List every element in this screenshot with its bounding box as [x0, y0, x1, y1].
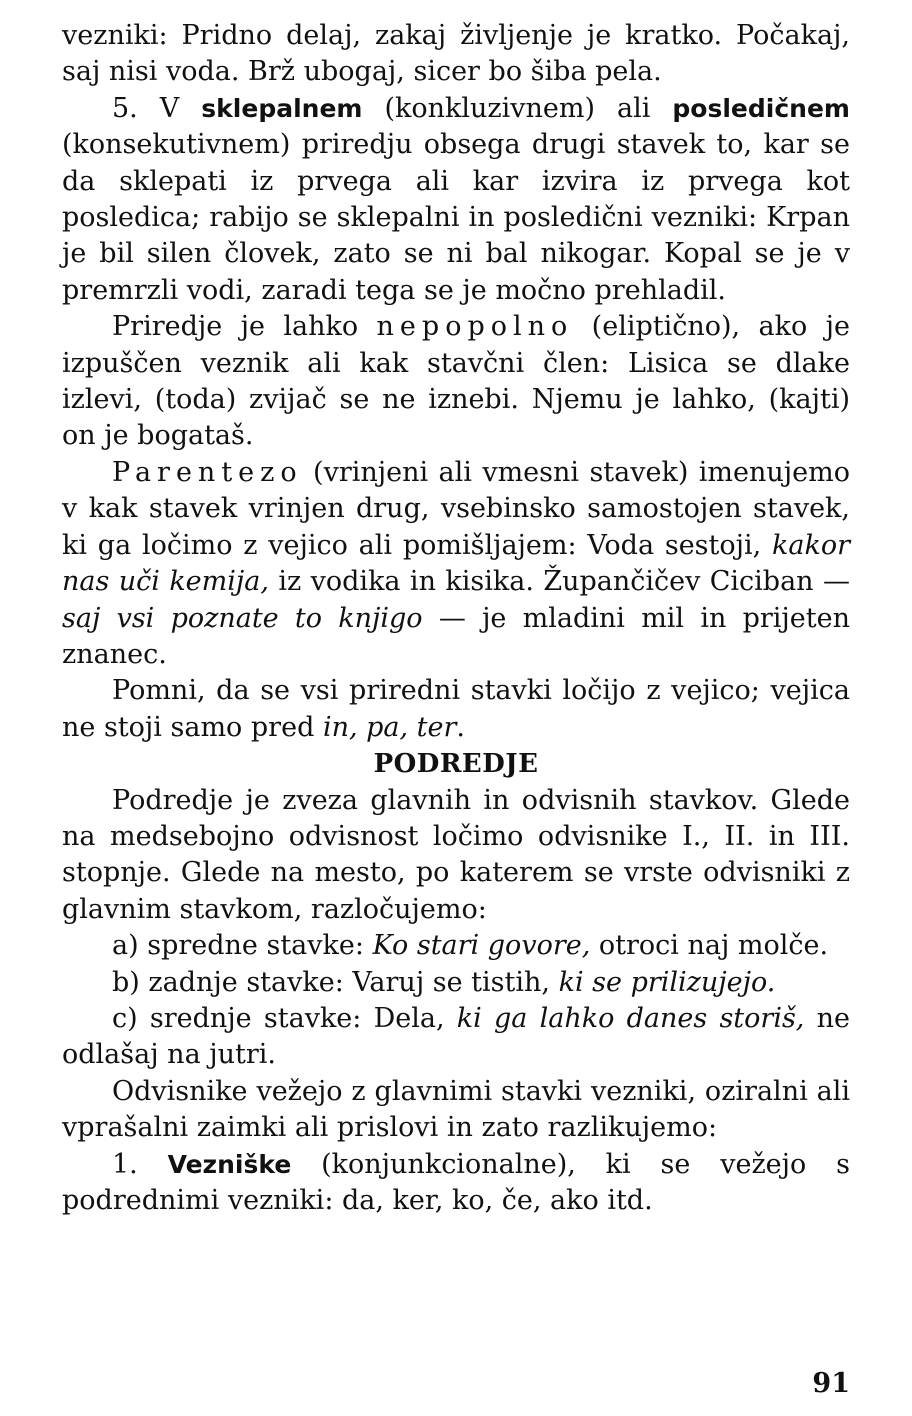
list-item-c — [62, 1001, 850, 1074]
p11-rest: (konjunkcionalne), ki se vežejo s podrednimi vezniki: da, ker, ko, če, ako itd. — [62, 1148, 850, 1216]
page-number: 91 — [812, 1368, 850, 1399]
item-b-italic: ki se prilizujejo. — [558, 966, 776, 998]
p3-rest: (eliptično), ako je izpuščen veznik ali kak stavčni člen: Lisica se dlake izlevi, (toda) zvijač se ne iznebi. Njemu je lahko, (kajti) on je bogataš. — [62, 311, 850, 452]
list-item-b — [62, 965, 850, 1001]
paragraph-3 — [62, 309, 850, 455]
p4-rest3: — je mladini mil in prijeten znanec. — [62, 602, 850, 670]
section-heading: PODREDJE — [373, 749, 539, 780]
paragraph-11 — [62, 1147, 850, 1220]
p11-num: 1. — [112, 1148, 168, 1180]
p4-italic-2: saj vsi poznate to knjigo — [62, 602, 423, 634]
item-a-post: otroci naj molče. — [590, 930, 829, 962]
item-c-text: c) srednje stavke: Dela, — [112, 1002, 457, 1034]
paragraph-5 — [62, 673, 850, 746]
term-sklepalnem: sklepalnem — [201, 93, 363, 123]
body-text — [62, 18, 850, 1219]
paragraph-1: vezniki: Pridno delaj, zakaj življenje je kratko. Počakaj, saj nisi voda. Brž ubogaj, sicer bo šiba pela. — [62, 20, 850, 88]
term-nepopolno: nepopolno — [376, 311, 574, 343]
p2-mid: (konkluzivnem) ali — [362, 92, 673, 124]
p5-post: . — [456, 711, 466, 743]
item-b-text: b) zadnje stavke: Varuj se tistih, — [112, 966, 559, 998]
paragraph-6: Podredje je zveza glavnih in odvisnih stavkov. Glede na medsebojno odvisnost ločimo odvisnike I., II. in III. stopnje. Glede na mesto, po katerem se vrste odvisniki z glavnim stavkom, razločujemo: — [62, 784, 850, 925]
p2-rest: (konsekutivnem) priredju obsega drugi stavek to, kar se da sklepati iz prvega ali kar izvira iz prvega kot posledica; rabijo se sklepalni in posledični vezniki: Krpan je bil silen človek, zato se ni bal nikogar. Kopal se je v premrzli vodi, zaradi tega se je močno prehladil. — [62, 129, 850, 306]
item-a-italic: Ko stari govore, — [372, 930, 591, 962]
item-c-italic: ki ga lahko danes storiš, — [456, 1002, 805, 1034]
p3-pre: Priredje je lahko — [112, 311, 377, 343]
paragraph-10: Odvisnike vežejo z glavnimi stavki vezniki, oziralni ali vprašalni zaimki ali prislovi in zato razlikujemo: — [62, 1075, 850, 1144]
item-a-text: a) spredne stavke: — [112, 930, 373, 962]
term-posledicnem: posledičnem — [672, 93, 850, 123]
paragraph-4 — [62, 455, 850, 673]
p5-italic: in, pa, ter — [322, 711, 457, 743]
p4-italic-1: kakor nas uči kemija, — [62, 529, 850, 598]
p2-num: 5. V — [112, 92, 202, 124]
term-parentezo: Parentezo — [112, 456, 303, 488]
p4-rest1: (vrinjeni ali vmesni stavek) imenujemo v kak stavek vrinjen drug, vsebinsko samostojen stavek, ki ga ločimo z vejico ali pomišljajem: Voda sestoji, — [62, 456, 850, 561]
p4-rest2: iz vodika in kisika. Župančičev Ciciban — — [268, 566, 850, 598]
paragraph-2 — [62, 91, 850, 309]
list-item-a — [62, 928, 850, 964]
item-c-post: ne odlašaj na jutri. — [62, 1002, 851, 1071]
p5-pre: Pomni, da se vsi priredni stavki ločijo z vejico; vejica ne stoji samo pred — [62, 675, 850, 743]
term-vezniske: Vezniške — [167, 1149, 292, 1179]
